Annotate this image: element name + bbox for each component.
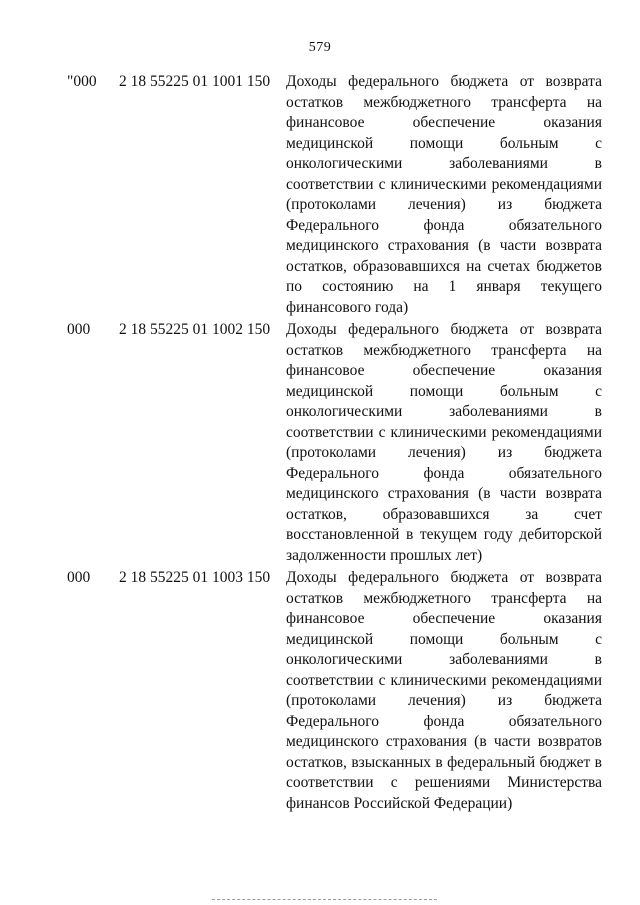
administrator-code: 000: [67, 321, 91, 338]
table-row: [0, 568, 640, 814]
budget-classification-code: 2 18 55225 01 1001 150: [119, 73, 271, 90]
revenue-description: Доходы федерального бюджета от возврата остатков межбюджетного трансферта на финансовое обеспечение оказания медицинской помощи больным с онкологическими заболеваниями в соответствии с клиническими рекомендациями (протоколами лечения) из бюджета Федерального фонда обязательного медицинского страхования (в части возврата остатков, образовавшихся за счет восстановленной в текущем году дебиторской задолженности прошлых лет): [286, 321, 602, 564]
budget-classification-code: 2 18 55225 01 1002 150: [119, 321, 271, 338]
table-row: [0, 320, 640, 566]
page-number: 579: [308, 40, 332, 55]
budget-classification-code: 2 18 55225 01 1003 150: [119, 569, 271, 586]
revenue-description: Доходы федерального бюджета от возврата остатков межбюджетного трансферта на финансовое обеспечение оказания медицинской помощи больным с онкологическими заболеваниями в соответствии с клиническими рекомендациями (протоколами лечения) из бюджета Федерального фонда обязательного медицинского страхования (в части возвратов остатков, взысканных в федеральный бюджет в соответствии с решениями Министерства финансов Российской Федерации): [286, 569, 602, 812]
administrator-code: 000: [67, 569, 91, 586]
administrator-code: "000: [67, 73, 97, 90]
budget-code-table: [0, 72, 640, 814]
revenue-description: Доходы федерального бюджета от возврата остатков межбюджетного трансферта на финансовое обеспечение оказания медицинской помощи больным с онкологическими заболеваниями в соответствии с клиническими рекомендациями (протоколами лечения) из бюджета Федерального фонда обязательного медицинского страхования (в части возврата остатков, образовавшихся на счетах бюджетов по состоянию на 1 января текущего финансового года): [286, 73, 602, 316]
scan-edge-line: [212, 899, 437, 900]
table-row: [0, 72, 640, 318]
